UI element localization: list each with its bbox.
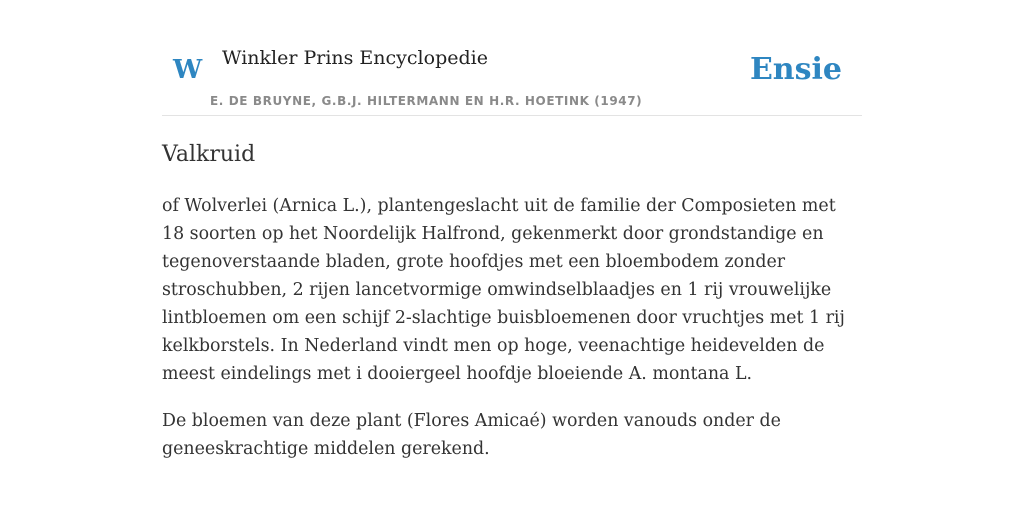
book-logo[interactable]: W bbox=[173, 55, 203, 85]
page-title: Valkruid bbox=[162, 142, 256, 167]
page bbox=[162, 0, 862, 512]
entry-paragraph: De bloemen van deze plant (Flores Amicaé) worden vanouds onder de geneeskrachtige middelen gerekend. bbox=[162, 411, 781, 459]
book-title[interactable]: Winkler Prins Encyclopedie bbox=[222, 47, 488, 69]
ensie-logo-link[interactable]: Ensie bbox=[749, 52, 842, 87]
entry-paragraph: of Wolverlei (Arnica L.), plantengeslacht uit de familie der Composieten met 18 soorten op het Noordelijk Halfrond, gekenmerkt door grondstandige en tegenoverstaande bladen, grote hoofdjes met een bloembodem zonder stroschubben, 2 rijen lancetvormige omwindselblaadjes en 1 rij vrouwelijke lintbloemen om een schijf 2-slachtige buisbloemenen door vruchtjes met 1 rij kelkborstels. In Nederland vindt men op hoge, veenachtige heidevelden de meest eindelings met i dooiergeel hoofdje bloeiende A. montana L. bbox=[162, 196, 845, 384]
book-authors: E. DE BRUYNE, G.B.J. HILTERMANN EN H.R. HOETINK (1947) bbox=[210, 94, 643, 108]
entry-body bbox=[162, 192, 862, 482]
header bbox=[162, 0, 862, 116]
